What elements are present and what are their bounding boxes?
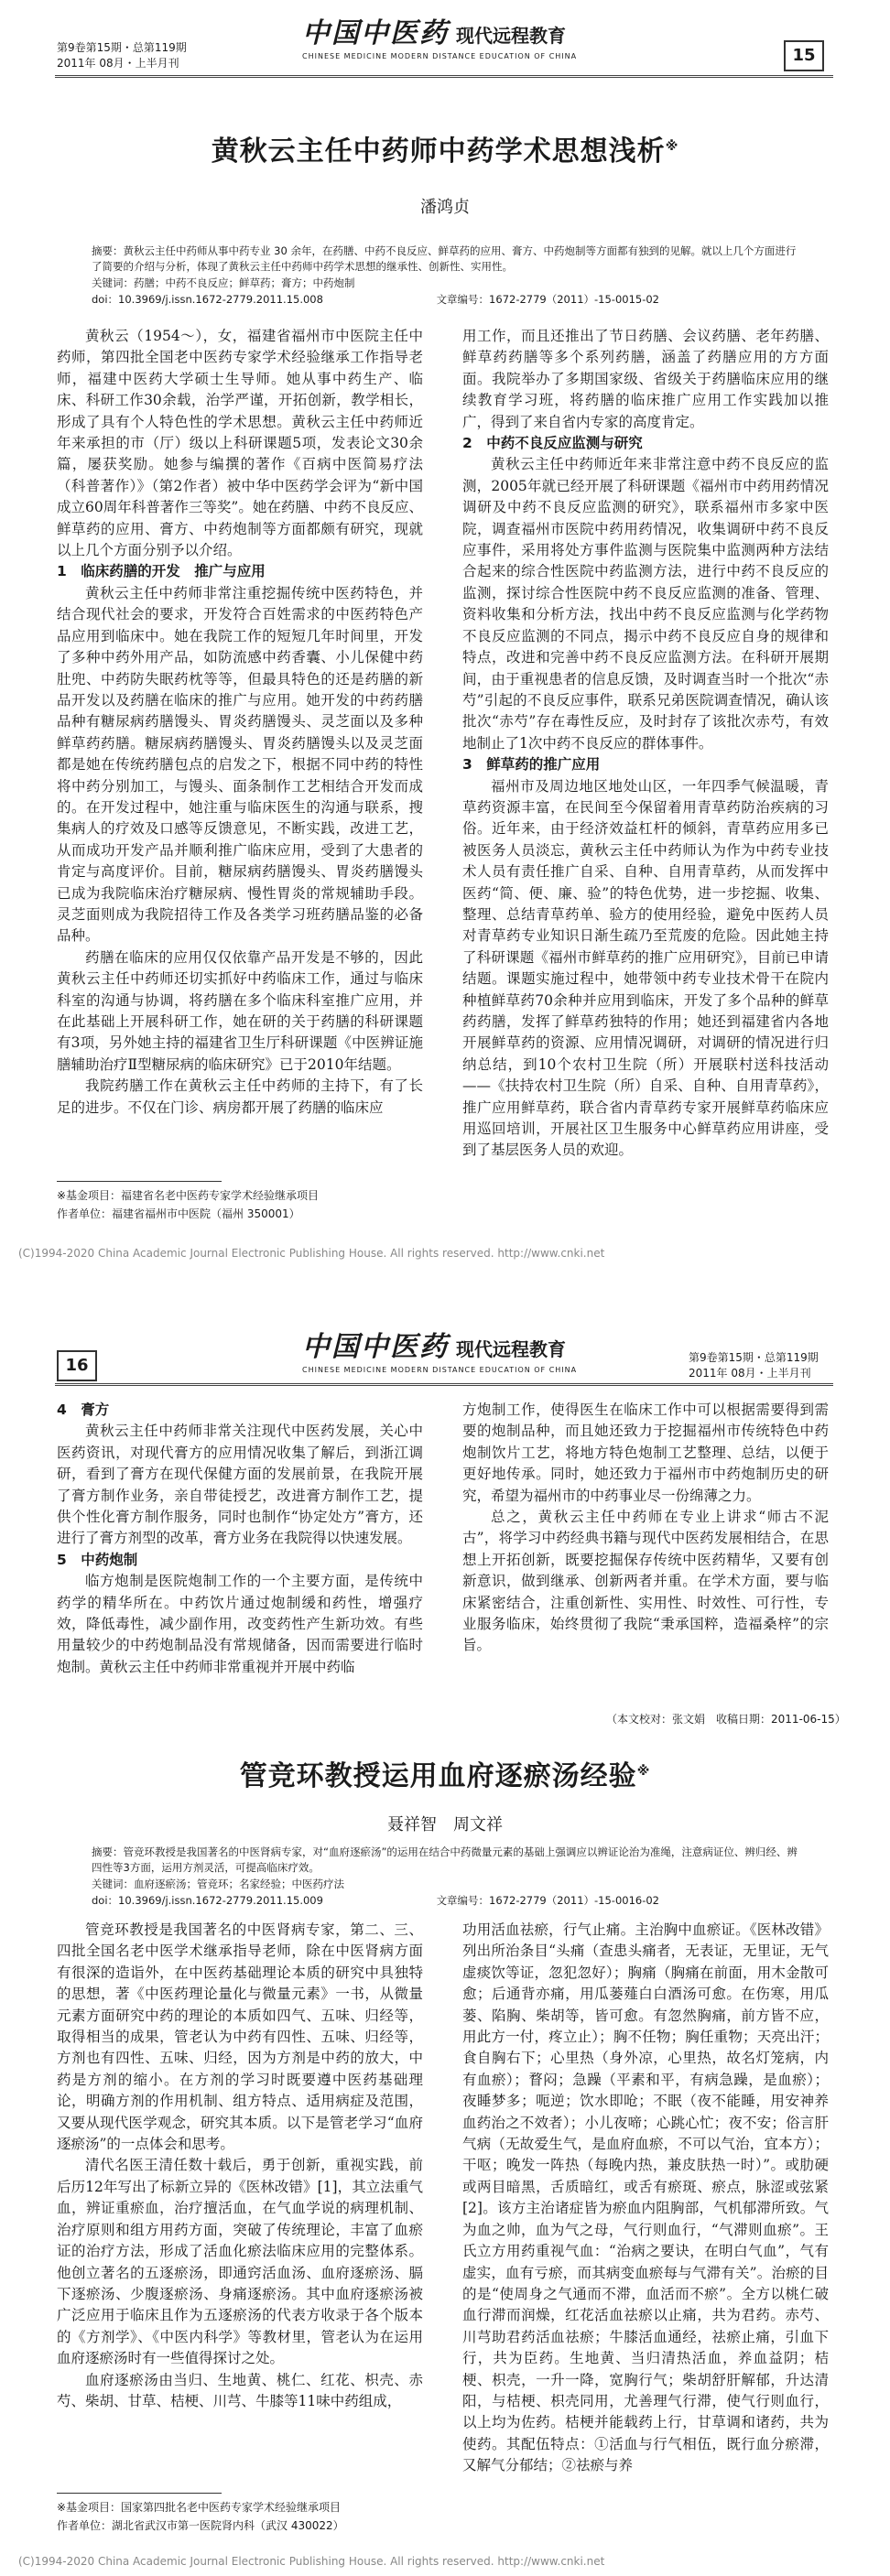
article-title [0, 128, 890, 168]
journal-logo-cn: 中国中医药 [302, 16, 449, 49]
section-heading: 3 鲜草药的推广应用 [462, 756, 601, 774]
journal-logo-en: CHINESE MEDICINE MODERN DISTANCE EDUCATION OF CHINA [302, 1365, 578, 1374]
body-paragraph: 方炮制工作，使得医生在临床工作中可以根据需要得到需要的炮制品种，而且她还致力于挖掘福州市传统特色中药炮制饮片工艺，将地方特色炮制工艺整理、总结，以便于更好地传承。同时，她还致力于福州市中药炮制历史的研究，希望为福州市的中药事业尽一份绵薄之力。 [462, 1402, 829, 1504]
article-number: 文章编号：1672-2779（2011）-15-0016-02 [436, 1894, 659, 1907]
proofread-received-note: （本文校对：张文娟 收稿日期：2011-06-15） [606, 1713, 846, 1726]
title-fund-mark: ※ [665, 139, 679, 154]
article-authors: 聂祥智 周文祥 [387, 1815, 503, 1835]
journal-page-16 [0, 1317, 890, 2576]
body-paragraph: 我院药膳工作在黄秋云主任中药师的主持下，有了长足的进步。不仅在门诊、病房都开展了药膳的临床应 [57, 1077, 423, 1116]
body-paragraph: 功用活血祛瘀，行气止痛。主治胸中血瘀证。《医林改错》列出所治条目“头痛（查患头痛者，无表证，无里证，无气虚痰饮等证，忽犯忽好）；胸痛（胸痛在前面，用木金散可愈；后通背亦痛，用瓜蒌薤白白酒汤可愈。在伤寒，用瓜蒌、陷胸、柴胡等，皆可愈。有忽然胸痛，前方皆不应，用此方一付，疼立止）；胸不任物；胸任重物；天亮出汗；食自胸右下；心里热（身外凉，心里热，故名灯笼病，内有血瘀）；瞀闷；急躁（平素和平，有病急躁，是血瘀）；夜睡梦多；呃逆；饮水即呛；不眠（夜不能睡，用安神养血药治之不效者）；小儿夜啼；心跳心忙；夜不安；俗言肝气病（无故爱生气，是血府血瘀，不可以气治，宜本方）；干呕；晚发一阵热（每晚内热，兼皮肤热一时）”。或肋硬或两目暗黑，舌质暗红，或舌有瘀斑、瘀点，脉涩或弦紧[2]。该方主治诸症皆为瘀血内阻胸部，气机郁滞所致。气为血之帅，血为气之母，气行则血行，“气滞则血瘀”。王氏立方用药重视气血：“治病之要诀，在明白气血”，气有虚实，血有亏瘀，而其病变血瘀每与气滞有关”。治瘀的目的是“使周身之气通而不滞，血活而不瘀”。全方以桃仁破血行滞而润燥，红花活血祛瘀以止痛，共为君药。赤芍、川芎助君药活血祛瘀；牛膝活血通经，祛瘀止痛，引血下行，共为臣药。生地黄、当归清热活血，养血益阴；桔梗、枳壳，一升一降，宽胸行气；柴胡舒肝解郁，升达清阳，与桔梗、枳壳同用，尤善理气行滞，使气行则血行，以上均为佐药。桔梗并能载药上行，甘草调和诸药，共为使药。其配伍特点：①活血与行气相伍，既行血分瘀滞，又解气分郁结；②祛瘀与养 [462, 1921, 829, 2474]
journal-logo-cn: 中国中医药 [302, 1330, 449, 1363]
fund-footnote: ※基金项目：福建省名老中医药专家学术经验继承项目 [57, 1189, 320, 1202]
body-paragraph: 黄秋云主任中药师非常注重挖掘传统中医药特色，并结合现代社会的要求，开发符合百姓需求的中医药特色产品应用到临床中。她在我院工作的短短几年时间里，开发了多种中药外用产品，如防流感中药香囊、小儿保健中药肚兜、中药防失眠药枕等等，但最具特色的还是药膳的新品开发以及药膳在临床的推广与应用。她开发的中药药膳品种有糖尿病药膳馒头、胃炎药膳馒头、灵芝面以及多种鲜草药药膳。糖尿病药膳馒头、胃炎药膳馒头以及灵芝面都是她在传统药膳包点的启发之下，根据不同中药的特性将中药分别加工，与馒头、面条制作工艺相结合开发而成的。在开发过程中，她注重与临床医生的沟通与联系，搜集病人的疗效及口感等反馈意见，不断实践，改进工艺，从而成功开发产品并顺利推广临床应用，受到了大患者的肯定与高度评价。目前，糖尿病药膳馒头、胃炎药膳馒头已成为我院临床治疗糖尿病、慢性胃炎的常规辅助手段。灵芝面则成为我院招待工作及各类学习班药膳品鉴的必备品种。 [57, 584, 423, 945]
article-title-text: 黄秋云主任中药师中药学术思想浅析 [211, 135, 666, 168]
journal-logo-magazine: 现代远程教育 [456, 1337, 566, 1360]
footnote-rule [57, 1181, 222, 1182]
page-number: 15 [784, 40, 824, 71]
issue-line-1: 第9卷第15期・总第119期 [689, 1351, 819, 1364]
journal-page-15 [0, 0, 890, 1268]
issue-line-2: 2011年 08月・上半月刊 [689, 1367, 811, 1380]
right-column-top [462, 1400, 829, 1657]
article-title [0, 1753, 890, 1793]
abstract-text: 摘要：管竞环教授是我国著名的中医肾病专家，对“血府逐瘀汤”的运用在结合中药微量元素的基础上强调应以辨证论治为准绳，注意病证位、辨归经、辨四性等3方面，运用方剂灵活，可提高临床疗效。 [92, 1845, 798, 1874]
issue-info [689, 1350, 819, 1381]
title-fund-mark: ※ [636, 1764, 651, 1779]
article-author: 潘鸿贞 [420, 198, 470, 217]
article-number: 文章编号：1672-2779（2011）-15-0015-02 [436, 293, 659, 306]
left-column-bottom [57, 1920, 423, 2412]
footnote-rule [57, 2493, 222, 2494]
body-paragraph: 黄秋云（1954～），女，福建省福州市中医院主任中药师，第四批全国老中医药专家学术经验继承工作指导老师，福建中医药大学硕士生导师。她从事中药生产、临床、科研工作30余载，治学严谨，开拓创新，教学相长，形成了具有个人特色性的学术思想。黄秋云主任中药师近年来承担的市（厅）级以上科研课题5项，发表论文30余篇，屡获奖励。她参与编撰的著作《百病中医简易疗法（科普著作）》（第2作者）被中华中医药学会评为“新中国成立60周年科普著作三等奖”。她在药膳、中药不良反应、鲜草药的应用、膏方、中药炮制等方面都颇有研究，现就以上几个方面分别予以介绍。 [57, 328, 423, 559]
doi-text: doi：10.3969/j.issn.1672-2779.2011.15.008 [92, 293, 323, 306]
journal-masthead [302, 15, 578, 60]
journal-logo-magazine: 现代远程教育 [456, 24, 566, 47]
article-title-text: 管竞环教授运用血府逐瘀汤经验 [239, 1760, 637, 1792]
keywords-text: 关键词：药膳；中药不良反应；鲜草药；膏方；中药炮制 [92, 276, 355, 289]
body-paragraph: 黄秋云主任中药师非常关注现代中医药发展，关心中医药资讯，对现代膏方的应用情况收集了解后，到浙江调研，看到了膏方在现代保健方面的发展前景，在我院开展了膏方制作业务，亲自带徒授艺，改进膏方制作工艺，提供个性化膏方制作服务，同时也制作“协定处方”膏方，还进行了膏方剂型的改革，膏方业务在我院得以快速发展。 [57, 1423, 423, 1547]
issue-line-1: 第9卷第15期・总第119期 [57, 41, 187, 54]
affiliation-footnote: 作者单位：湖北省武汉市第一医院肾内科（武汉 430022） [57, 2519, 344, 2532]
affiliation-footnote: 作者单位：福建省福州市中医院（福州 350001） [57, 1207, 300, 1220]
right-column [462, 326, 829, 1162]
issue-line-2: 2011年 08月・上半月刊 [57, 57, 179, 70]
fund-footnote: ※基金项目：国家第四批名老中医药专家学术经验继承项目 [57, 2501, 342, 2514]
body-paragraph: 药膳在临床的应用仅仅依靠产品开发是不够的，因此黄秋云主任中药师还切实抓好中药临床工作，通过与临床科室的沟通与协调，将药膳在多个临床科室推广应用，并在此基础上开展科研工作，她在研的关于药膳的科研课题有3项，另外她主持的福建省卫生厅科研课题《中医辨证施膳辅助治疗Ⅱ型糖尿病的临床研究》已于2010年结题。 [57, 948, 423, 1073]
abstract-text: 摘要：黄秋云主任中药师从事中药专业 30 余年，在药膳、中药不良反应、鲜草药的应用、膏方、中药炮制等方面都有独到的见解。就以上几个方面进行了简要的介绍与分析，体现了黄秋云主任中药师中药学术思想的继承性、创新性、实用性。 [92, 244, 797, 273]
body-paragraph: 黄秋云主任中药师近年来非常注意中药不良反应的监测，2005年就已经开展了科研课题《福州市中药用药情况调研及中药不良反应监测的研究》，联系福州市多家中医院，调查福州市医院中药用药情况，收集调研中药不良反应事件，采用将处方事件监测与医院集中监测两种方法结合起来的综合性医院中药监测方法，进行中药不良反应的监测，探讨综合性医院中药不良反应监测的准备、管理、资料收集和分析方法，找出中药不良反应监测与化学药物不良反应监测的不同点，揭示中药不良反应自身的规律和特点，改进和完善中药不良反应监测方法。在科研开展期间，由于重视患者的信息反馈，及时调查当时一个批次“赤芍”引起的不良反应事件，联系兄弟医院调查情况，确认该批次“赤芍”存在毒性反应，及时封存了该批次赤芍，有效地制止了1次中药不良反应的群体事件。 [462, 456, 829, 752]
right-column-bottom [462, 1920, 829, 2477]
cnki-watermark: (C)1994-2020 China Academic Journal Electronic Publishing House. All rights reserved. http://www.cnki.net [18, 1247, 605, 1260]
issue-info [57, 40, 187, 71]
footnotes [57, 2498, 344, 2535]
body-paragraph: 总之，黄秋云主任中药师在专业上讲求“师古不泥古”，将学习中药经典书籍与现代中医药发展相结合，在思想上开拓创新，既要挖掘保存传统中医药精华，又要有创新意识，做到继承、创新两者并重。在学术方面，要与临床紧密结合，注重创新性、实用性、时效性、可行性，专业服务临床，始终贯彻了我院“秉承国粹，造福桑梓”的宗旨。 [462, 1509, 829, 1654]
body-paragraph: 血府逐瘀汤由当归、生地黄、桃仁、红花、枳壳、赤芍、柴胡、甘草、桔梗、川芎、牛膝等11味中药组成， [57, 2371, 423, 2409]
footnotes [57, 1186, 319, 1223]
page-number: 16 [57, 1350, 97, 1381]
header-rule [55, 1383, 833, 1386]
left-column [57, 326, 423, 1119]
body-paragraph: 管竞环教授是我国著名的中医肾病专家，第二、三、四批全国名老中医学术继承指导老师，除在中医肾病方面有很深的造诣外，在中医药基础理论本质的研究中具独特的思想，著《中医药理论量化与微量元素》一书，从微量元素方面研究中药的理论的本质如四气、五味、归经等，取得相当的成果，管老认为中药有四性、五味、归经等，方剂也有四性、五味、归经，因为方剂是中药的放大，中药是方剂的缩小。在方剂的学习时既要遵中医药基础理论，明确方剂的作用机制、组方特点、适用病症及范围，又要从现代医学观念，研究其本质。以下是管老学习“血府逐瘀汤”的一点体会和思考。 [57, 1921, 423, 2153]
journal-masthead [302, 1328, 578, 1374]
abstract-block [92, 1845, 806, 1909]
cnki-watermark: (C)1994-2020 China Academic Journal Electronic Publishing House. All rights reserved. http://www.cnki.net [18, 2555, 605, 2568]
body-paragraph: 福州市及周边地区地处山区，一年四季气候温暖，青草药资源丰富，在民间至今保留着用青草药防治疾病的习俗。近年来，由于经济效益杠杆的倾斜，青草药应用多已被医务人员淡忘，黄秋云主任中药师认为作为中药专业技术人员有责任推广自采、自种、自用青草药，从而发挥中医药“简、便、廉、验”的特色优势，进一步挖掘、收集、整理、总结青草药单、验方的使用经验，避免中医药人员对青草药专业知识日渐生疏乃至荒废的危险。因此她主持了科研课题《福州市鲜草药的推广应用研究》，目前已申请结题。课题实施过程中，她带领中药专业技术骨干在院内种植鲜草药70余种并应用到临床，开发了多个品种的鲜草药药膳，发挥了鲜草药独特的作用；她还到福建省内各地开展鲜草药的资源、应用情况调研，对调研的情况进行归纳总结，到10个农村卫生院（所）开展联村送科技活动——《扶持农村卫生院（所）自采、自种、自用青草药》，推广应用鲜草药，联合省内青草药专家开展鲜草药临床应用巡回培训，开展社区卫生服务中心鲜草药应用讲座，受到了基层医务人员的欢迎。 [462, 777, 829, 1159]
journal-logo-en: CHINESE MEDICINE MODERN DISTANCE EDUCATION OF CHINA [302, 51, 578, 60]
keywords-text: 关键词：血府逐瘀汤；管竞环；名家经验；中医药疗法 [92, 1878, 344, 1890]
section-heading: 4 膏方 [57, 1402, 110, 1418]
left-column-top [57, 1400, 423, 1678]
body-paragraph: 清代名医王清任数十载后，勇于创新，重视实践，前后历12年写出了标新立异的《医林改错》[1]，其立法重气血，辨证重瘀血，治疗擅活血，在气血学说的病理机制、治疗原则和组方用药方面，突破了传统理论，丰富了血瘀证的治疗方法，形成了活血化瘀法临床应用的完整体系。他创立著名的五逐瘀汤，即通窍活血汤、血府逐瘀汤、膈下逐瘀汤、少腹逐瘀汤、身痛逐瘀汤。其中血府逐瘀汤被广泛应用于临床且作为五逐瘀汤的代表方收录于各个版本的《方剂学》、《中医内科学》等教材里，管老认为在运用血府逐瘀汤时有一些值得探讨之处。 [57, 2157, 423, 2367]
section-heading: 5 中药炮制 [57, 1551, 138, 1568]
section-heading: 2 中药不良反应监测与研究 [462, 435, 643, 452]
page-gap [0, 1268, 890, 1317]
body-paragraph: 用工作，而且还推出了节日药膳、会议药膳、老年药膳、鲜草药药膳等多个系列药膳，涵盖了药膳应用的方方面面。我院举办了多期国家级、省级关于药膳临床应用的继续教育学习班，将药膳的临床推广应用工作实践加以推广，得到了来自省内专家的高度肯定。 [462, 328, 829, 430]
header-rule [55, 75, 833, 78]
section-heading: 1 临床药膳的开发 推广与应用 [57, 563, 266, 580]
abstract-block [92, 244, 806, 308]
doi-text: doi：10.3969/j.issn.1672-2779.2011.15.009 [92, 1894, 323, 1907]
body-paragraph: 临方炮制是医院炮制工作的一个主要方面，是传统中药学的精华所在。中药饮片通过炮制缓和药性，增强疗效，降低毒性，减少副作用，改变药性产生新功效。有些用量较少的中药炮制品没有常规储备，因而需要进行临时炮制。黄秋云主任中药师非常重视并开展中药临 [57, 1573, 423, 1675]
